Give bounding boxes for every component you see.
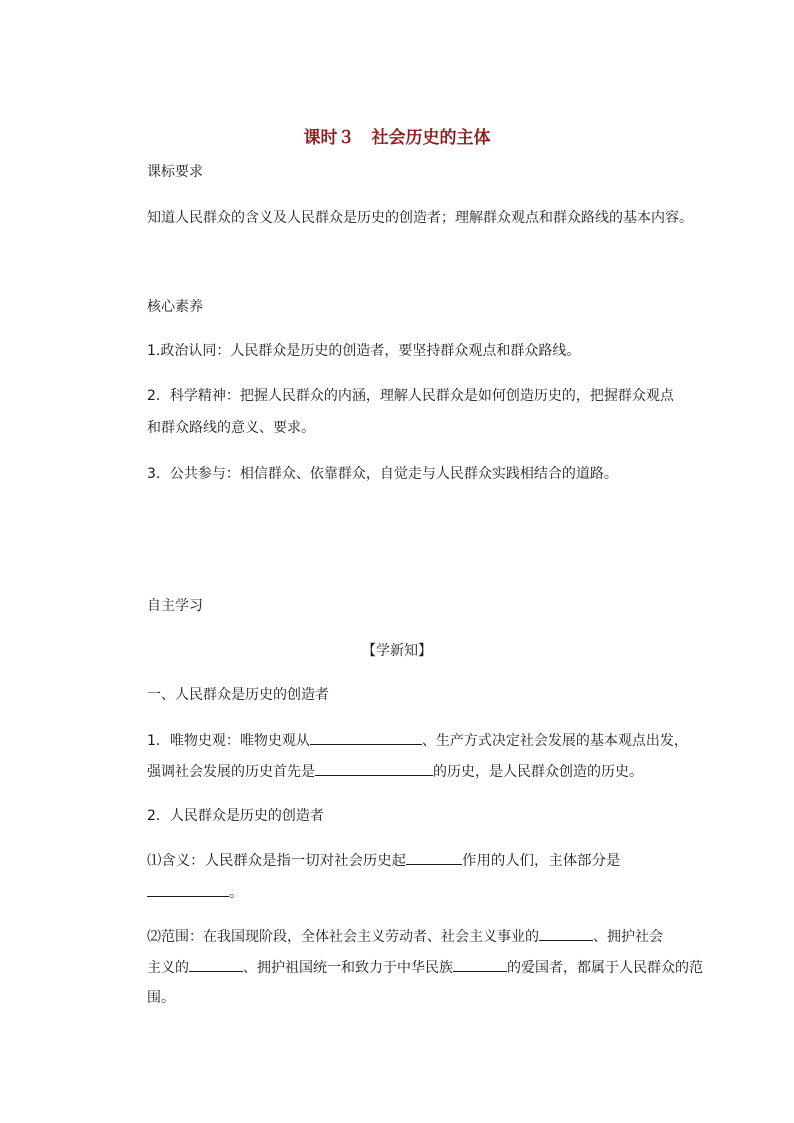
literacy-item-1: 1.政治认同：人民群众是历史的创造者，要坚持群众观点和群众路线。 <box>147 343 581 359</box>
item-2-2-line-3: 围。 <box>147 990 175 1006</box>
fill-blank[interactable] <box>147 882 229 897</box>
new-knowledge-heading: 【学新知】 <box>362 643 432 659</box>
fill-blank[interactable] <box>406 850 462 865</box>
fill-blank[interactable] <box>310 730 422 745</box>
item-2-2-text-b: 、拥护社会 <box>593 929 663 945</box>
item-2-1-line-1 <box>147 850 620 871</box>
literacy-item-3: 3．公共参与：相信群众、依靠群众，自觉走与人民群众实践相结合的道路。 <box>147 466 618 482</box>
item-2-2-line-1 <box>147 926 663 947</box>
item-2-1-text-b: 作用的人们，主体部分是 <box>462 853 621 869</box>
part-one-heading: 一、人民群众是历史的创造者 <box>147 687 329 703</box>
fill-blank[interactable] <box>453 957 507 972</box>
fill-blank[interactable] <box>539 926 593 941</box>
item-2-2-line-2 <box>147 957 703 978</box>
item-1-line-2 <box>147 761 643 782</box>
literacy-item-2-line-2: 和群众路线的意义、要求。 <box>147 420 315 436</box>
fill-blank[interactable] <box>189 957 243 972</box>
item-2-2-text-d: 、拥护祖国统一和致力于中华民族 <box>243 960 453 976</box>
item-1-text-d: 的历史，是人民群众创造的历史。 <box>433 764 643 780</box>
item-2-2-text-e: 的爱国者，都属于人民群众的范 <box>507 960 703 976</box>
item-2-1-line-2 <box>147 882 243 903</box>
item-1-text-a: 1．唯物史观：唯物史观从 <box>147 733 310 749</box>
page-title: 课时３ 社会历史的主体 <box>303 128 491 148</box>
self-study-heading: 自主学习 <box>147 598 203 614</box>
item-2-1-text-c: 。 <box>229 885 243 901</box>
item-2-2-text-a: ⑵范围：在我国现阶段，全体社会主义劳动者、社会主义事业的 <box>147 929 539 945</box>
item-1-text-b: 、生产方式决定社会发展的基本观点出发， <box>421 733 688 749</box>
item-2-heading: 2．人民群众是历史的创造者 <box>147 808 324 824</box>
fill-blank[interactable] <box>315 761 433 776</box>
item-1-text-c: 强调社会发展的历史首先是 <box>147 764 315 780</box>
item-2-2-text-c: 主义的 <box>147 960 189 976</box>
literacy-heading: 核心素养 <box>147 299 203 315</box>
item-1-line-1 <box>147 730 688 751</box>
standards-heading: 课标要求 <box>147 164 203 180</box>
item-2-1-text-a: ⑴含义：人民群众是指一切对社会历史起 <box>147 853 407 869</box>
standards-text: 知道人民群众的含义及人民群众是历史的创造者；理解群众观点和群众路线的基本内容。 <box>147 210 693 226</box>
literacy-item-2-line-1: 2．科学精神：把握人民群众的内涵，理解人民群众是如何创造历史的，把握群众观点 <box>147 388 674 404</box>
